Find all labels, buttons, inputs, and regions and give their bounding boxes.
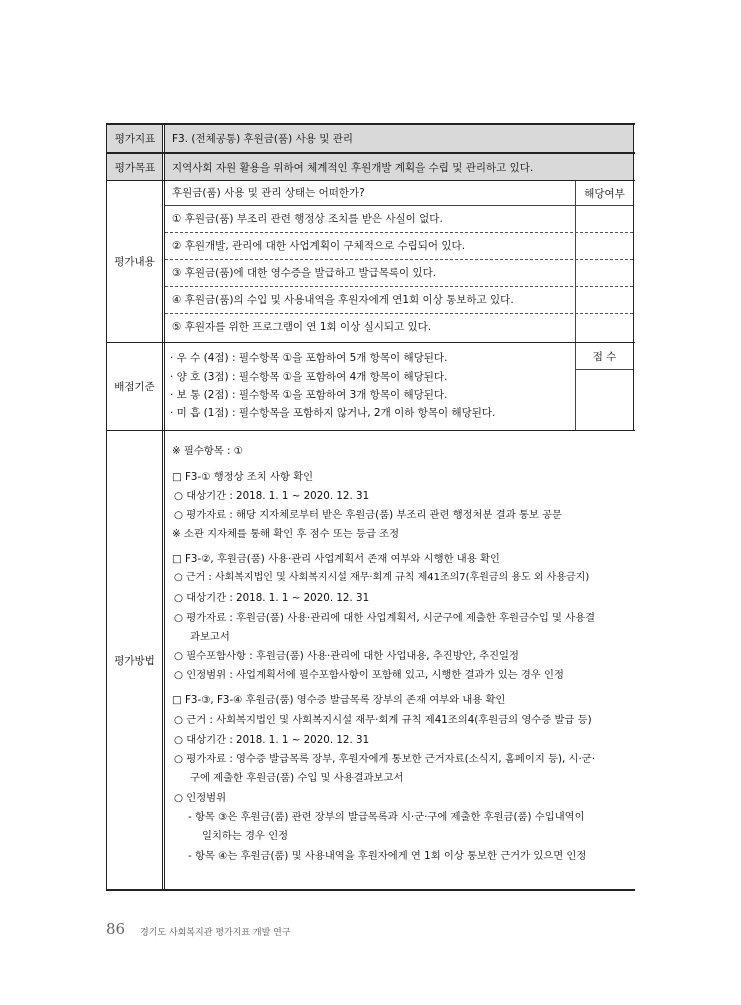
- footer-title: 경기도 사회복지관 평가지표 개발 연구: [140, 928, 291, 938]
- method-line: □ F3-③, F3-④ 후원금(품) 영수증 발급목록 장부의 존재 여부와 내용 확인: [172, 694, 506, 706]
- applicable-header: 해당여부: [584, 187, 625, 200]
- method-line: ○ 평가자료 : 후원금(품) 사용·관리에 대한 사업계획서, 시군구에 제출한 후원금수입 및 사용결: [174, 612, 596, 624]
- method-line: ○ 필수포함사항 : 후원금(품) 사용·관리에 대한 사업내용, 추진방안, 추진일정: [174, 650, 519, 662]
- scoring-item: · 양 호 (3점) : 필수항목 ①을 포함하여 4개 항목이 해당된다.: [170, 371, 448, 383]
- content-item: ⑤ 후원자를 위한 프로그램이 연 1회 이상 실시되고 있다.: [172, 321, 432, 333]
- method-line: ○ 인정범위 : 사업계획서에 필수포함사항이 포함해 있고, 시행한 결과가 있는 경우 인정: [174, 669, 564, 681]
- goal-value-cell: [165, 154, 633, 180]
- indicator-value: F3. (전체공통) 후원금(품) 사용 및 관리: [172, 133, 353, 145]
- content-item: ④ 후원금(품)의 수입 및 사용내역을 후원자에게 연1회 이상 통보하고 있다.: [172, 294, 514, 306]
- score-header: 점 수: [592, 350, 617, 363]
- content-item: ② 후원개발, 관리에 대한 사업계획이 구체적으로 수립되어 있다.: [172, 240, 466, 252]
- indicator-label-cell: [107, 125, 163, 152]
- method-line: 과보고서: [190, 631, 230, 643]
- method-label: 평가방법: [114, 654, 155, 667]
- method-line: ○ 근거 : 사회복지법인 및 사회복지시설 재무·회계 규칙 제41조의7(후원금의 용도 외 사용금지): [174, 572, 590, 583]
- scoring-item: · 보 통 (2점) : 필수항목 ①을 포함하여 3개 항목이 해당된다.: [170, 389, 448, 401]
- method-line: ※ 필수항목 : ①: [172, 445, 243, 457]
- method-line: ○ 대상기간 : 2018. 1. 1 ~ 2020. 12. 31: [174, 734, 370, 746]
- content-label: 평가내용: [114, 256, 155, 268]
- method-line: ○ 근거 : 사회복지법인 및 사회복지시설 재무·회계 규칙 제41조의4(후원금의 영수증 발급 등): [174, 714, 592, 726]
- scoring-item: · 우 수 (4점) : 필수항목 ①을 포함하여 5개 항목이 해당된다.: [170, 352, 448, 364]
- goal-label-cell: [107, 154, 163, 180]
- method-line: ※ 소관 지자체를 통해 확인 후 점수 또는 등급 조정: [172, 528, 400, 540]
- page-number: 86: [106, 920, 126, 938]
- method-line: ○ 평가자료 : 해당 지자체로부터 받은 후원금(품) 부조리 관련 행정처분 결과 통보 공문: [174, 509, 563, 521]
- method-line: 일치하는 경우 인정: [202, 830, 289, 842]
- scoring-item: · 미 흡 (1점) : 필수항목을 포함하지 않거나, 2개 이하 항목이 해당된다.: [170, 407, 496, 419]
- goal-label: 평가목표: [114, 161, 156, 174]
- method-line: □ F3-②, 후원금(품) 사용·관리 사업계획서 존재 여부와 시행한 내용 확인: [172, 553, 500, 565]
- goal-value: 지역사회 자원 활용을 위하여 체계적인 후원개발 계획을 수립 및 관리하고 있다.: [172, 161, 534, 174]
- method-line: ○ 평가자료 : 영수증 발급목록 장부, 후원자에게 통보한 근거자료(소식지, 홈페이지 등), 시·군·: [174, 753, 595, 765]
- method-line: - 항목 ④는 후원금(품) 및 사용내역을 후원자에게 연 1회 이상 통보한 근거가 있으면 인정: [188, 850, 587, 862]
- method-line: 구에 제출한 후원금(품) 수입 및 사용결과보고서: [190, 772, 404, 784]
- content-item: ① 후원금(품) 부조리 관련 행정상 조치를 받은 사실이 없다.: [172, 213, 443, 225]
- indicator-value-cell: [165, 125, 633, 152]
- scoring-label: 배점기준: [114, 381, 155, 393]
- content-question: 후원금(품) 사용 및 관리 상태는 어떠한가?: [172, 187, 365, 199]
- method-line: - 항목 ③은 후원금(품) 관련 장부의 발급목록과 시·군·구에 제출한 후원금(품) 수입내역이: [188, 811, 585, 823]
- method-line: ○ 대상기간 : 2018. 1. 1 ~ 2020. 12. 31: [174, 490, 370, 502]
- method-line: ○ 인정범위: [174, 792, 227, 804]
- method-line: □ F3-① 행정상 조치 사항 확인: [172, 471, 314, 483]
- method-line: ○ 대상기간 : 2018. 1. 1 ~ 2020. 12. 31: [174, 592, 370, 604]
- content-item: ③ 후원금(품)에 대한 영수증을 발급하고 발급목록이 있다.: [172, 267, 437, 279]
- indicator-label: 평가지표: [114, 133, 156, 145]
